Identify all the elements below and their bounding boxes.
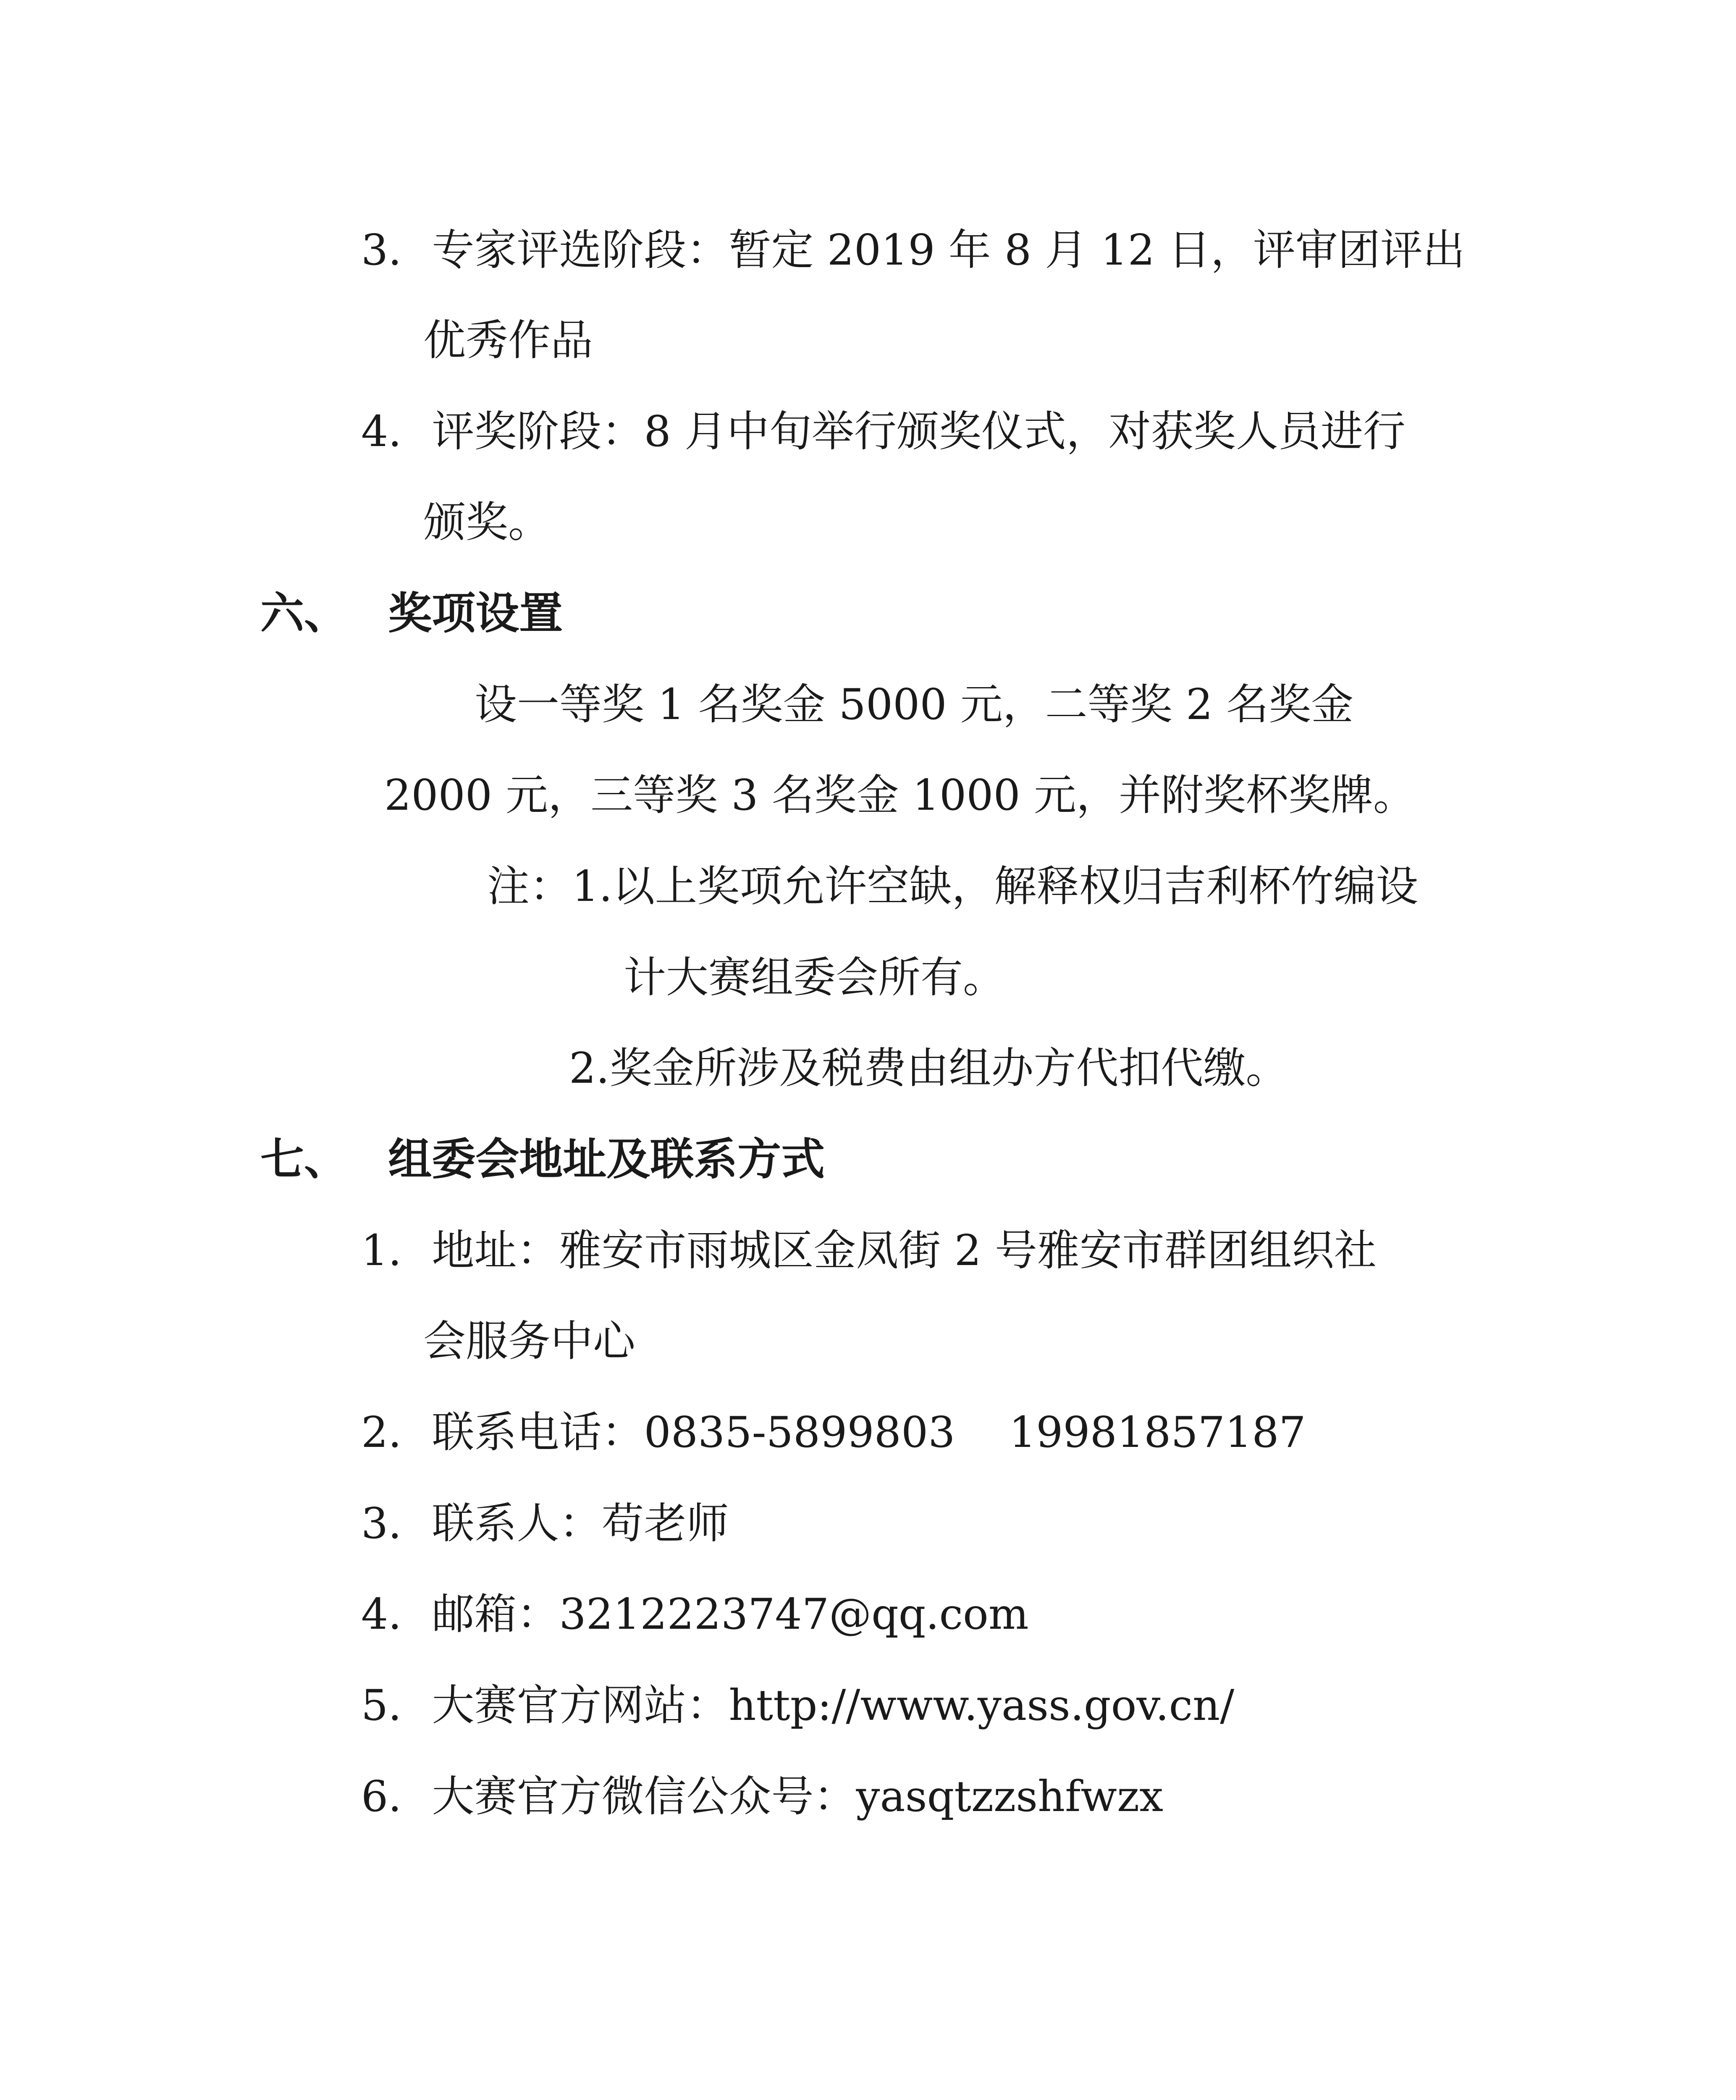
contact-item-website	[361, 1678, 1234, 1732]
section-number: 六、	[260, 588, 348, 639]
section-number: 七、	[260, 1134, 348, 1185]
section-title: 组委会地址及联系方式	[388, 1134, 825, 1185]
item-number: 5.	[361, 1680, 402, 1730]
note-1: 注：1.以上奖项允许空缺，解释权归吉利杯竹编设	[487, 861, 1419, 911]
item-number: 1.	[361, 1226, 402, 1275]
section-6-heading	[260, 586, 563, 640]
schedule-item-4	[361, 404, 1406, 459]
contact-item-person	[361, 1496, 729, 1551]
item-text: 专家评选阶段：暂定 2019 年 8 月 12 日，评审团评出	[432, 225, 1465, 275]
item-number: 3.	[361, 1499, 402, 1548]
award-body-line-2: 2000 元，三等奖 3 名奖金 1000 元，并附奖杯奖牌。	[384, 770, 1416, 820]
item-number: 4.	[361, 407, 402, 456]
item-number: 2.	[361, 1407, 402, 1457]
item-text: 联系电话：0835-5899803 19981857187	[432, 1407, 1306, 1457]
item-number: 3.	[361, 225, 402, 275]
item-text: 大赛官方网站：http://www.yass.gov.cn/	[432, 1680, 1235, 1730]
note-1-continued: 计大赛组委会所有。	[624, 953, 1006, 1002]
schedule-item-3	[361, 223, 1465, 277]
contact-item-phone	[361, 1405, 1306, 1460]
note-2: 2.奖金所涉及税费由组办方代扣代缴。	[569, 1043, 1288, 1093]
item-text: 联系人：苟老师	[432, 1499, 729, 1548]
item-text: 大赛官方微信公众号：yasqtzzshfwzx	[432, 1772, 1164, 1821]
contact-item-wechat	[361, 1769, 1163, 1824]
item-number: 6.	[361, 1772, 402, 1821]
section-title: 奖项设置	[388, 588, 563, 639]
contact-item-email	[361, 1587, 1029, 1641]
award-body-line-1: 设一等奖 1 名奖金 5000 元，二等奖 2 名奖金	[475, 680, 1354, 729]
item-number: 4.	[361, 1589, 402, 1639]
contact-item-address-continued: 会服务中心	[423, 1316, 636, 1366]
schedule-item-3-continued: 优秀作品	[423, 315, 593, 365]
item-text: 地址：雅安市雨城区金凤街 2 号雅安市群团组织社	[432, 1226, 1377, 1275]
schedule-item-4-continued: 颁奖。	[423, 497, 551, 547]
contact-item-address	[361, 1223, 1377, 1278]
item-text: 邮箱：3212223747@qq.com	[432, 1589, 1029, 1639]
section-7-heading	[260, 1132, 825, 1186]
item-text: 评奖阶段：8 月中旬举行颁奖仪式，对获奖人员进行	[432, 407, 1406, 456]
